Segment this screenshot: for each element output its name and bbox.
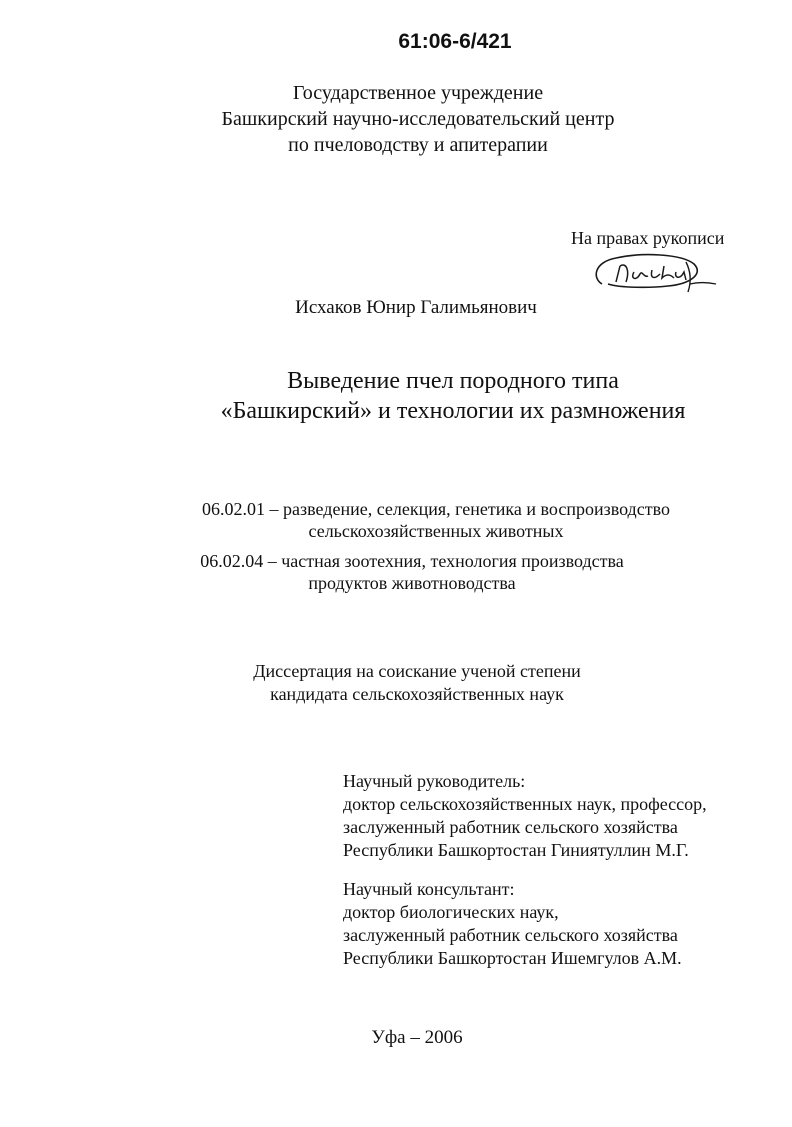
specialty-2-line-2: продуктов животноводства xyxy=(308,573,516,593)
title-line-2: «Башкирский» и технологии их размножения xyxy=(220,398,686,424)
institution-line-3: по пчеловодству и апитерапии xyxy=(288,134,548,156)
institution-line-2: Башкирский научно-исследовательский центр xyxy=(221,108,615,130)
supervisor-heading: Научный руководитель: xyxy=(343,771,526,791)
title-line-1: Выведение пчел породного типа xyxy=(287,368,619,394)
specialty-2 xyxy=(0,550,792,594)
specialty-2-line-1: 06.02.04 – частная зоотехния, технология производства xyxy=(200,551,624,571)
archive-code: 61:06-6/421 xyxy=(398,30,512,53)
supervisor-line-1: доктор сельскохозяйственных наук, профессор, xyxy=(343,794,707,814)
city-year: Уфа – 2006 xyxy=(371,1027,463,1048)
supervisor-line-2: заслуженный работник сельского хозяйства xyxy=(343,817,678,837)
consultant-line-2: заслуженный работник сельского хозяйства xyxy=(343,925,678,945)
consultant-heading: Научный консультант: xyxy=(343,879,515,899)
specialty-1-line-1: 06.02.01 – разведение, селекция, генетика и воспроизводство xyxy=(202,499,670,519)
dissertation-line-2: кандидата сельскохозяйственных наук xyxy=(270,684,564,704)
manuscript-note: На правах рукописи xyxy=(571,228,725,248)
consultant-block xyxy=(343,878,682,970)
supervisor-line-3: Республики Башкортостан Гиниятуллин М.Г. xyxy=(343,840,689,860)
dissertation-statement xyxy=(0,660,792,706)
supervisor-block xyxy=(343,770,707,862)
specialty-1 xyxy=(0,498,792,542)
specialty-1-line-2: сельскохозяйственных животных xyxy=(308,521,564,541)
consultant-line-3: Республики Башкортостан Ишемгулов А.М. xyxy=(343,948,682,968)
dissertation-line-1: Диссертация на соискание ученой степени xyxy=(253,661,581,681)
author-name: Исхаков Юнир Галимьянович xyxy=(295,297,537,318)
handwritten-signature xyxy=(590,248,720,298)
institution-line-1: Государственное учреждение xyxy=(292,82,544,104)
consultant-line-1: доктор биологических наук, xyxy=(343,902,559,922)
